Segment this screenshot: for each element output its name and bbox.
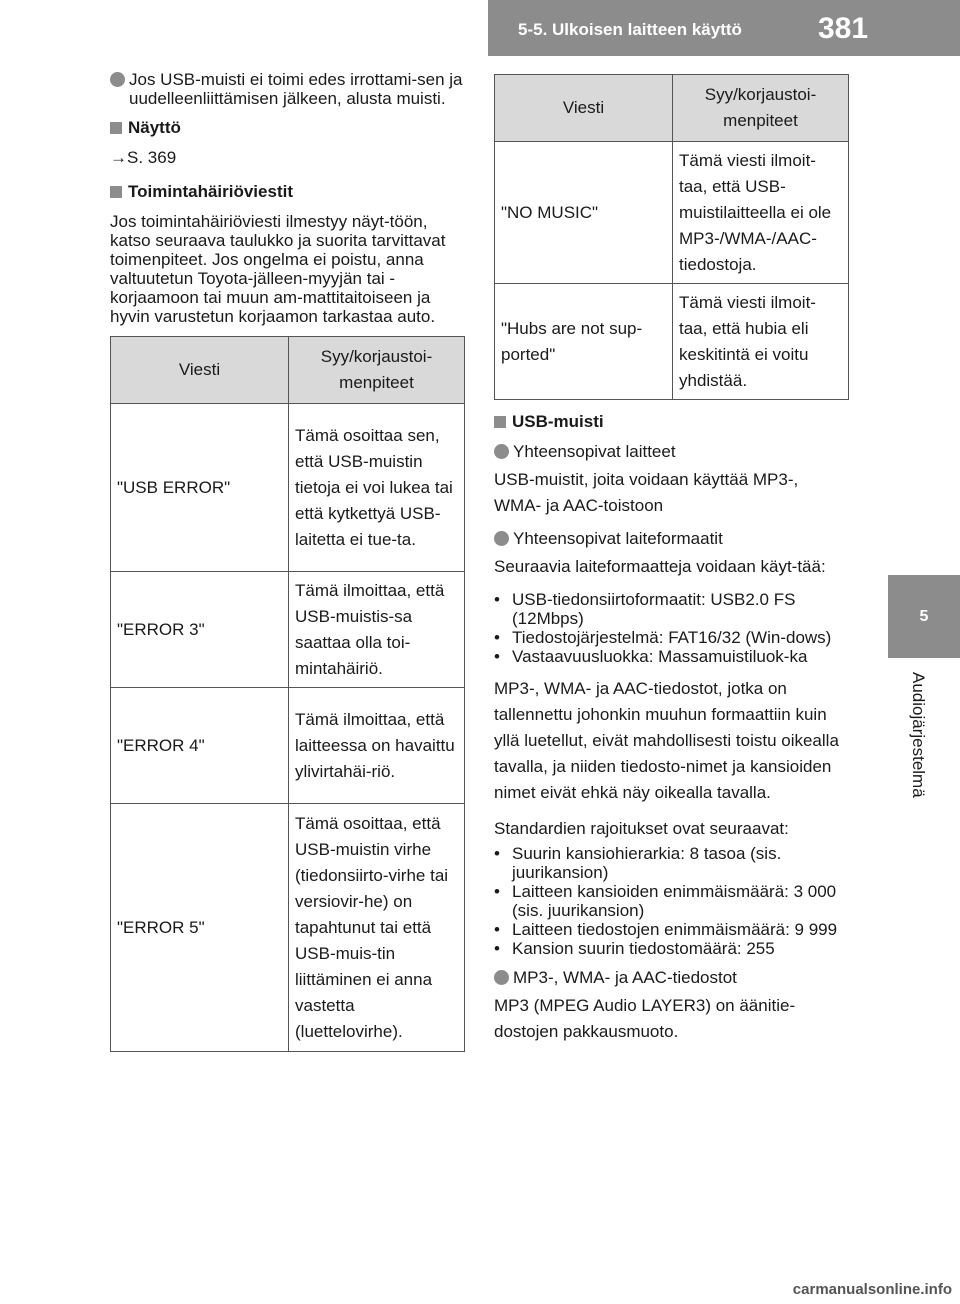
table-header-message: Viesti <box>495 75 673 142</box>
display-heading: Näyttö <box>110 118 465 138</box>
square-bullet-icon <box>494 416 506 428</box>
format-list <box>494 590 849 666</box>
files-text: MP3 (MPEG Audio LAYER3) on äänitie-dostojen pakkausmuoto. <box>494 996 796 1041</box>
table-row <box>111 404 465 572</box>
cause-cell: Tämä viesti ilmoit-taa, että USB-muistilaitteella ei ole MP3-/WMA-/AAC-tiedostoja. <box>673 142 849 284</box>
compat-devices-bullet: Yhteensopivat laitteet <box>494 442 849 461</box>
chapter-tab: 5 <box>888 575 960 658</box>
errors-heading: Toimintahäiriöviestit <box>110 182 465 202</box>
list-item: • Kansion suurin tiedostomäärä: 255 <box>494 939 775 958</box>
errors-description: Jos toimintahäiriöviesti ilmestyy näyt-töön, katso seuraava taulukko ja suorita tarvittavat toimenpiteet. Jos ongelma ei poistu, anna valtuutetun Toyota-jälleen-myyjän tai -korjaamoon tai muun am-mattitaitoiseen ja hyvin varustetun korjaamon tarkastaa auto. <box>110 212 446 326</box>
message-cell: "NO MUSIC" <box>495 142 673 284</box>
intro-text: Jos USB-muisti ei toimi edes irrottami-sen ja uudelleenliittämisen jälkeen, alusta muisti. <box>129 70 463 108</box>
bullet-dot-icon <box>494 970 509 985</box>
right-column <box>494 74 849 1055</box>
table-header-message: Viesti <box>111 337 289 404</box>
bullet-dot-icon <box>110 72 125 87</box>
list-item: • Laitteen kansioiden enimmäismäärä: 3 000 (sis. juurikansion) <box>494 882 837 920</box>
compat-devices-text: USB-muistit, joita voidaan käyttää MP3-, WMA- ja AAC-toistoon <box>494 470 799 515</box>
watermark-logo: carmanualsonline.info <box>792 1281 952 1298</box>
error-message-table <box>110 336 465 1052</box>
cause-cell: Tämä viesti ilmoit-taa, että hubia eli keskitintä ei voitu yhdistää. <box>673 284 849 400</box>
message-cell: "USB ERROR" <box>111 404 289 572</box>
chapter-label: Audiojärjestelmä <box>909 672 928 798</box>
files-bullet: MP3-, WMA- ja AAC-tiedostot <box>494 968 849 987</box>
square-bullet-icon <box>110 186 122 198</box>
square-bullet-icon <box>110 122 122 134</box>
limits-intro: Standardien rajoitukset ovat seuraavat: <box>494 819 789 838</box>
limits-list <box>494 844 849 958</box>
message-cell: "ERROR 5" <box>111 804 289 1052</box>
formats-note: MP3-, WMA- ja AAC-tiedostot, jotka on tallennettu johonkin muuhun formaattiin kuin yllä luetellut, eivät mahdollisesti toistu oikealla tavalla, ja niiden tiedosto-nimet ja kansioiden nimet eivät ehkä näy oikealla tavalla. <box>494 679 839 802</box>
list-item: • Laitteen tiedostojen enimmäismäärä: 9 999 <box>494 920 838 939</box>
page-number: 381 <box>818 12 869 45</box>
left-column <box>110 70 465 1052</box>
message-cell: "ERROR 4" <box>111 688 289 804</box>
page-reference-link[interactable]: →S. 369 <box>110 148 177 167</box>
table-row <box>111 688 465 804</box>
list-item: • Vastaavuusluokka: Massamuistiluok-ka <box>494 647 808 666</box>
table-header-cause: Syy/korjaustoi-menpiteet <box>289 337 465 404</box>
bullet-dot-icon <box>494 444 509 459</box>
list-item: • Suurin kansiohierarkia: 8 tasoa (sis. juurikansion) <box>494 844 782 882</box>
cause-cell: Tämä osoittaa, että USB-muistin virhe (tiedonsiirto-virhe tai versiovir-he) on tapahtunut tai että USB-muis-tin liittäminen ei anna vastetta (luettelovirhe). <box>289 804 465 1052</box>
cause-cell: Tämä osoittaa sen, että USB-muistin tietoja ei voi lukea tai että kytkettyä USB-laitetta ei tue-ta. <box>289 404 465 572</box>
cause-cell: Tämä ilmoittaa, että USB-muistis-sa saattaa olla toi-mintahäiriö. <box>289 572 465 688</box>
section-title: 5-5. Ulkoisen laitteen käyttö <box>518 20 742 39</box>
compat-formats-text: Seuraavia laiteformaatteja voidaan käyt-tää: <box>494 557 826 576</box>
table-row <box>111 804 465 1052</box>
table-row <box>495 142 849 284</box>
table-header-cause: Syy/korjaustoi-menpiteet <box>673 75 849 142</box>
usb-heading: USB-muisti <box>494 412 849 432</box>
bullet-dot-icon <box>494 531 509 546</box>
table-row <box>495 284 849 400</box>
message-cell: "ERROR 3" <box>111 572 289 688</box>
compat-formats-bullet: Yhteensopivat laiteformaatit <box>494 529 849 548</box>
message-cell: "Hubs are not sup-ported" <box>495 284 673 400</box>
list-item: • Tiedostojärjestelmä: FAT16/32 (Win-dows) <box>494 628 832 647</box>
table-row <box>111 572 465 688</box>
intro-bullet <box>110 70 465 108</box>
message-table-continued <box>494 74 849 400</box>
cause-cell: Tämä ilmoittaa, että laitteessa on havaittu ylivirtahäi-riö. <box>289 688 465 804</box>
list-item: • USB-tiedonsiirtoformaatit: USB2.0 FS (12Mbps) <box>494 590 796 628</box>
